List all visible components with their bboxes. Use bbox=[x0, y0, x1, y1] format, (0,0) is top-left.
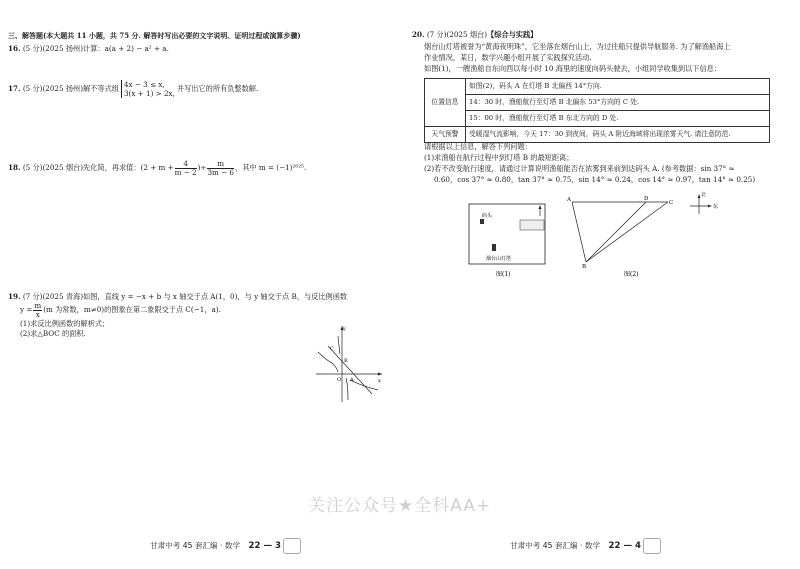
fraction-m-over-3m-6: $\frac{m}{3m - 6}$ bbox=[207, 159, 234, 177]
question-19-line1: (7 分)(2025 青海)如图，直线 y = −x + b 与 x 轴交于点 A(1，0)，与 y 轴交于点 B，与反比例函数 bbox=[22, 292, 348, 301]
label-y: y bbox=[343, 326, 346, 332]
question-16-text: (5 分)(2025 扬州)计算：a(a + 2) − a² + a. bbox=[22, 44, 169, 53]
q20-intro-line2: 作业情况，某日，数学兴趣小组开展了实践探究活动. bbox=[424, 53, 592, 62]
question-17-pre: (5 分)(2025 扬州)解不等式组 bbox=[22, 84, 119, 93]
dock-icon bbox=[480, 219, 484, 224]
question-20-source: (7 分)(2025 烟台) bbox=[426, 30, 488, 39]
footer-left-title: 甘肃中考 45 套汇编 · 数学 bbox=[150, 541, 241, 550]
label-x: x bbox=[378, 378, 381, 384]
inequality-1: 4x − 3 ≤ x, bbox=[123, 80, 165, 89]
question-16-number: 16. bbox=[8, 44, 21, 53]
compass-north-label: 北 bbox=[701, 192, 707, 198]
label-C: C bbox=[330, 346, 334, 352]
footer-left bbox=[150, 538, 301, 554]
compass bbox=[684, 190, 724, 218]
compass-north-arrow bbox=[698, 194, 701, 198]
watermark: 关注公众号★全科AA+ bbox=[308, 496, 492, 516]
table-row bbox=[425, 127, 770, 143]
label-A: A bbox=[567, 197, 571, 203]
dock-label: 码头 bbox=[482, 213, 493, 219]
question-20-header bbox=[412, 30, 537, 40]
question-17 bbox=[8, 80, 258, 98]
label-B: B bbox=[582, 264, 587, 270]
question-18-post: ，其中 m = (−1)²⁰²⁵. bbox=[235, 163, 307, 173]
compass-east-label: 东 bbox=[713, 204, 719, 210]
segment-AB bbox=[572, 202, 586, 262]
question-20-number: 20. bbox=[412, 30, 425, 39]
q20-part2-line2: 0.60，cos 37° ≈ 0.80，tan 37° ≈ 0.75，sin 14° ≈ 0.24，cos 14° ≈ 0.97，tan 14° ≈ 0.25) bbox=[434, 175, 756, 184]
segment-BD bbox=[586, 202, 646, 262]
footer-left-stamp bbox=[283, 538, 301, 554]
hyperbola-upper-branch bbox=[318, 352, 338, 372]
lighthouse-icon bbox=[492, 244, 496, 251]
question-19-line2-pre: y = bbox=[20, 305, 33, 315]
question-19-part2: (2)求△BOC 的面积. bbox=[20, 329, 86, 338]
question-19-number: 19. bbox=[8, 292, 21, 301]
q20-part2-line1: (2)若不改变航行速度，请通过计算说明渔船能否在浓雾到来前到达码头 A. (参考数据：sin 37° ≈ bbox=[424, 164, 735, 173]
question-17-post: 并写出它的所有负整数解. bbox=[176, 84, 259, 93]
figure-1 bbox=[468, 200, 548, 282]
question-18 bbox=[8, 160, 306, 176]
figure-2 bbox=[566, 194, 686, 278]
question-18-number: 18. bbox=[8, 163, 21, 173]
segment-BC bbox=[586, 202, 668, 262]
label-O: O bbox=[337, 377, 342, 383]
info-table bbox=[424, 78, 770, 143]
question-16 bbox=[8, 44, 169, 54]
question-20-tag: 【综合与实践】 bbox=[487, 30, 538, 39]
q20-intro-line3: 如图(1)，一艘渔船自东向西以每小时 10 海里的速度向码头驶去，小组同学收集到以下信息： bbox=[424, 64, 722, 73]
label-A: A bbox=[350, 377, 354, 383]
tower-label: 烟台山灯塔 bbox=[486, 256, 512, 262]
line-y-neg-x-plus-b bbox=[328, 346, 372, 394]
row-head-weather: 天气预警 bbox=[425, 127, 466, 143]
inequality-system bbox=[121, 80, 175, 98]
footer-right-title: 甘肃中考 45 套汇编 · 数学 bbox=[510, 541, 601, 550]
section-title: 三、解答题(本大题共 11 小题，共 75 分. 解答时写出必要的文字说明、证明过程或演算步骤) bbox=[8, 31, 301, 40]
footer-right-page: 22 — 4 bbox=[608, 541, 642, 551]
table-row bbox=[425, 111, 770, 127]
question-19-part1: (1)求反比例函数的解析式； bbox=[20, 318, 110, 328]
question-19-line2-post: (m 为常数，m≠0)的图象在第二象限交于点 C(−1，a). bbox=[43, 305, 221, 315]
compass-east-arrow bbox=[708, 205, 712, 208]
table-cell: 如图(2)，码头 A 在灯塔 B 北偏西 14°方向. bbox=[466, 79, 770, 95]
fraction-4-over-m-2: $\frac{4}{m - 2}$ bbox=[174, 159, 197, 177]
question-19 bbox=[8, 292, 347, 339]
figure-2-caption: 图(2) bbox=[624, 271, 639, 278]
footer-left-page: 22 — 3 bbox=[248, 541, 282, 551]
table-row bbox=[425, 79, 770, 95]
label-C: C bbox=[669, 200, 674, 206]
label-D: D bbox=[644, 196, 649, 202]
footer-right bbox=[510, 538, 661, 554]
function-graph bbox=[312, 322, 384, 404]
fraction-m-over-x: $\frac{m}{x}$ bbox=[34, 301, 42, 319]
hyperbola-curve-part bbox=[338, 336, 340, 354]
label-B: B bbox=[344, 358, 348, 364]
question-18-pre: (5 分)(2025 烟台)先化简，再求值：(2 + m + bbox=[22, 163, 174, 173]
question-18-mid: )÷ bbox=[197, 163, 207, 173]
figure-1-caption: 图(1) bbox=[496, 271, 511, 278]
row-head-location: 位置信息 bbox=[425, 79, 466, 127]
table-cell: 受暖湿气流影响，今天 17：30 到夜间，码头 A 附近海域将出现浓雾天气. 请注意防范. bbox=[466, 127, 770, 143]
inequality-2: 3(x + 1) > 2x, bbox=[123, 89, 175, 98]
table-row bbox=[425, 95, 770, 111]
q20-after-table: 请根据以上信息，解答下列问题： bbox=[424, 142, 532, 151]
figure-1-frame bbox=[469, 204, 545, 264]
q20-intro-line1: 烟台山灯塔被誉为“黄海夜明珠”，它坐落在烟台山上，为过往船只提供导航服务. 为了解渔船海上 bbox=[424, 42, 731, 51]
hyperbola-lower-branch bbox=[346, 378, 348, 400]
table-cell: 15：00 时，渔船航行至灯塔 B 东北方向的 D 处. bbox=[466, 111, 770, 127]
footer-right-stamp bbox=[643, 538, 661, 554]
dock-shape bbox=[520, 220, 544, 230]
question-17-number: 17. bbox=[8, 84, 21, 93]
x-axis-arrow bbox=[378, 373, 382, 376]
table-cell: 14：30 时，渔船航行至灯塔 B 北偏东 53°方向的 C 处. bbox=[466, 95, 770, 111]
q20-part1: (1)求渔船在航行过程中到灯塔 B 的最短距离； bbox=[424, 153, 574, 162]
